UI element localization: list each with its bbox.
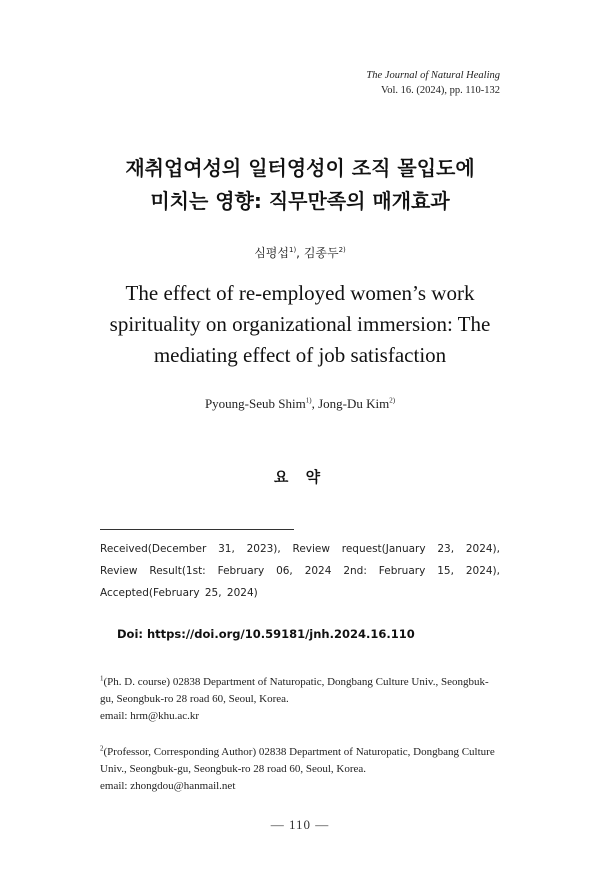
- affiliation-mark: 2: [100, 744, 104, 753]
- korean-title-line: 미치는 영향: 직무만족의 매개효과: [150, 189, 450, 213]
- english-title-line: mediating effect of job satisfaction: [153, 343, 447, 367]
- english-author-1: Pyoung-Seub Shim: [204, 396, 306, 411]
- english-title: [0, 278, 600, 371]
- affiliation-text: (Ph. D. course) 02838 Department of Naturopatic, Dongbang Culture Univ., Seongbuk-gu, Seongbuk-ro 28 road 60, Seoul, Korea.: [100, 676, 489, 705]
- journal-volume: Vol. 16. (2024), pp. 110-132: [381, 85, 500, 96]
- author-footnote-mark: 1): [305, 396, 312, 405]
- affiliation-email[interactable]: email: zhongdou@hanmail.net: [100, 780, 236, 792]
- author-separator: ,: [296, 246, 304, 260]
- korean-authors: [0, 244, 600, 261]
- received-dates: Received(December 31, 2023), Review request(January 23, 2024), Review Result(1st: February 06, 2024 2nd: February 15, 2024), Accepted(February 25, 2024): [100, 543, 500, 599]
- page-number: — 110 —: [270, 817, 330, 832]
- author-footnote-mark: 2): [389, 396, 396, 405]
- author-separator: ,: [311, 396, 319, 411]
- english-authors: [0, 396, 600, 412]
- author-footnote-mark: 1): [288, 246, 297, 254]
- english-title-line: spirituality on organizational immersion: The: [109, 312, 491, 336]
- english-author-2: Jong-Du Kim: [318, 396, 390, 411]
- korean-title: [0, 152, 600, 218]
- english-title-line: The effect of re-employed women’s work: [125, 281, 475, 305]
- affiliation-mark: 1: [100, 674, 104, 683]
- footnote-divider: [100, 529, 294, 530]
- affiliation-text: (Professor, Corresponding Author) 02838 Department of Naturopatic, Dongbang Culture Univ., Seongbuk-gu, Seongbuk-ro 28 road 60, Seoul, Korea.: [100, 746, 495, 775]
- korean-author-2: 김종두: [303, 246, 339, 260]
- korean-title-line: 재취업여성의 일터영성이 조직 몰입도에: [125, 156, 475, 180]
- korean-author-1: 심평섭: [254, 246, 289, 260]
- affiliation-2: [100, 744, 500, 795]
- author-footnote-mark: 2): [338, 246, 346, 254]
- doi-link[interactable]: Doi: https://doi.org/10.59181/jnh.2024.16.110: [117, 627, 415, 641]
- affiliation-1: [100, 674, 500, 725]
- abstract-heading: 요 약: [273, 468, 327, 486]
- journal-header: [366, 68, 500, 98]
- affiliation-email[interactable]: email: hrm@khu.ac.kr: [100, 710, 200, 722]
- journal-name: The Journal of Natural Healing: [366, 70, 500, 81]
